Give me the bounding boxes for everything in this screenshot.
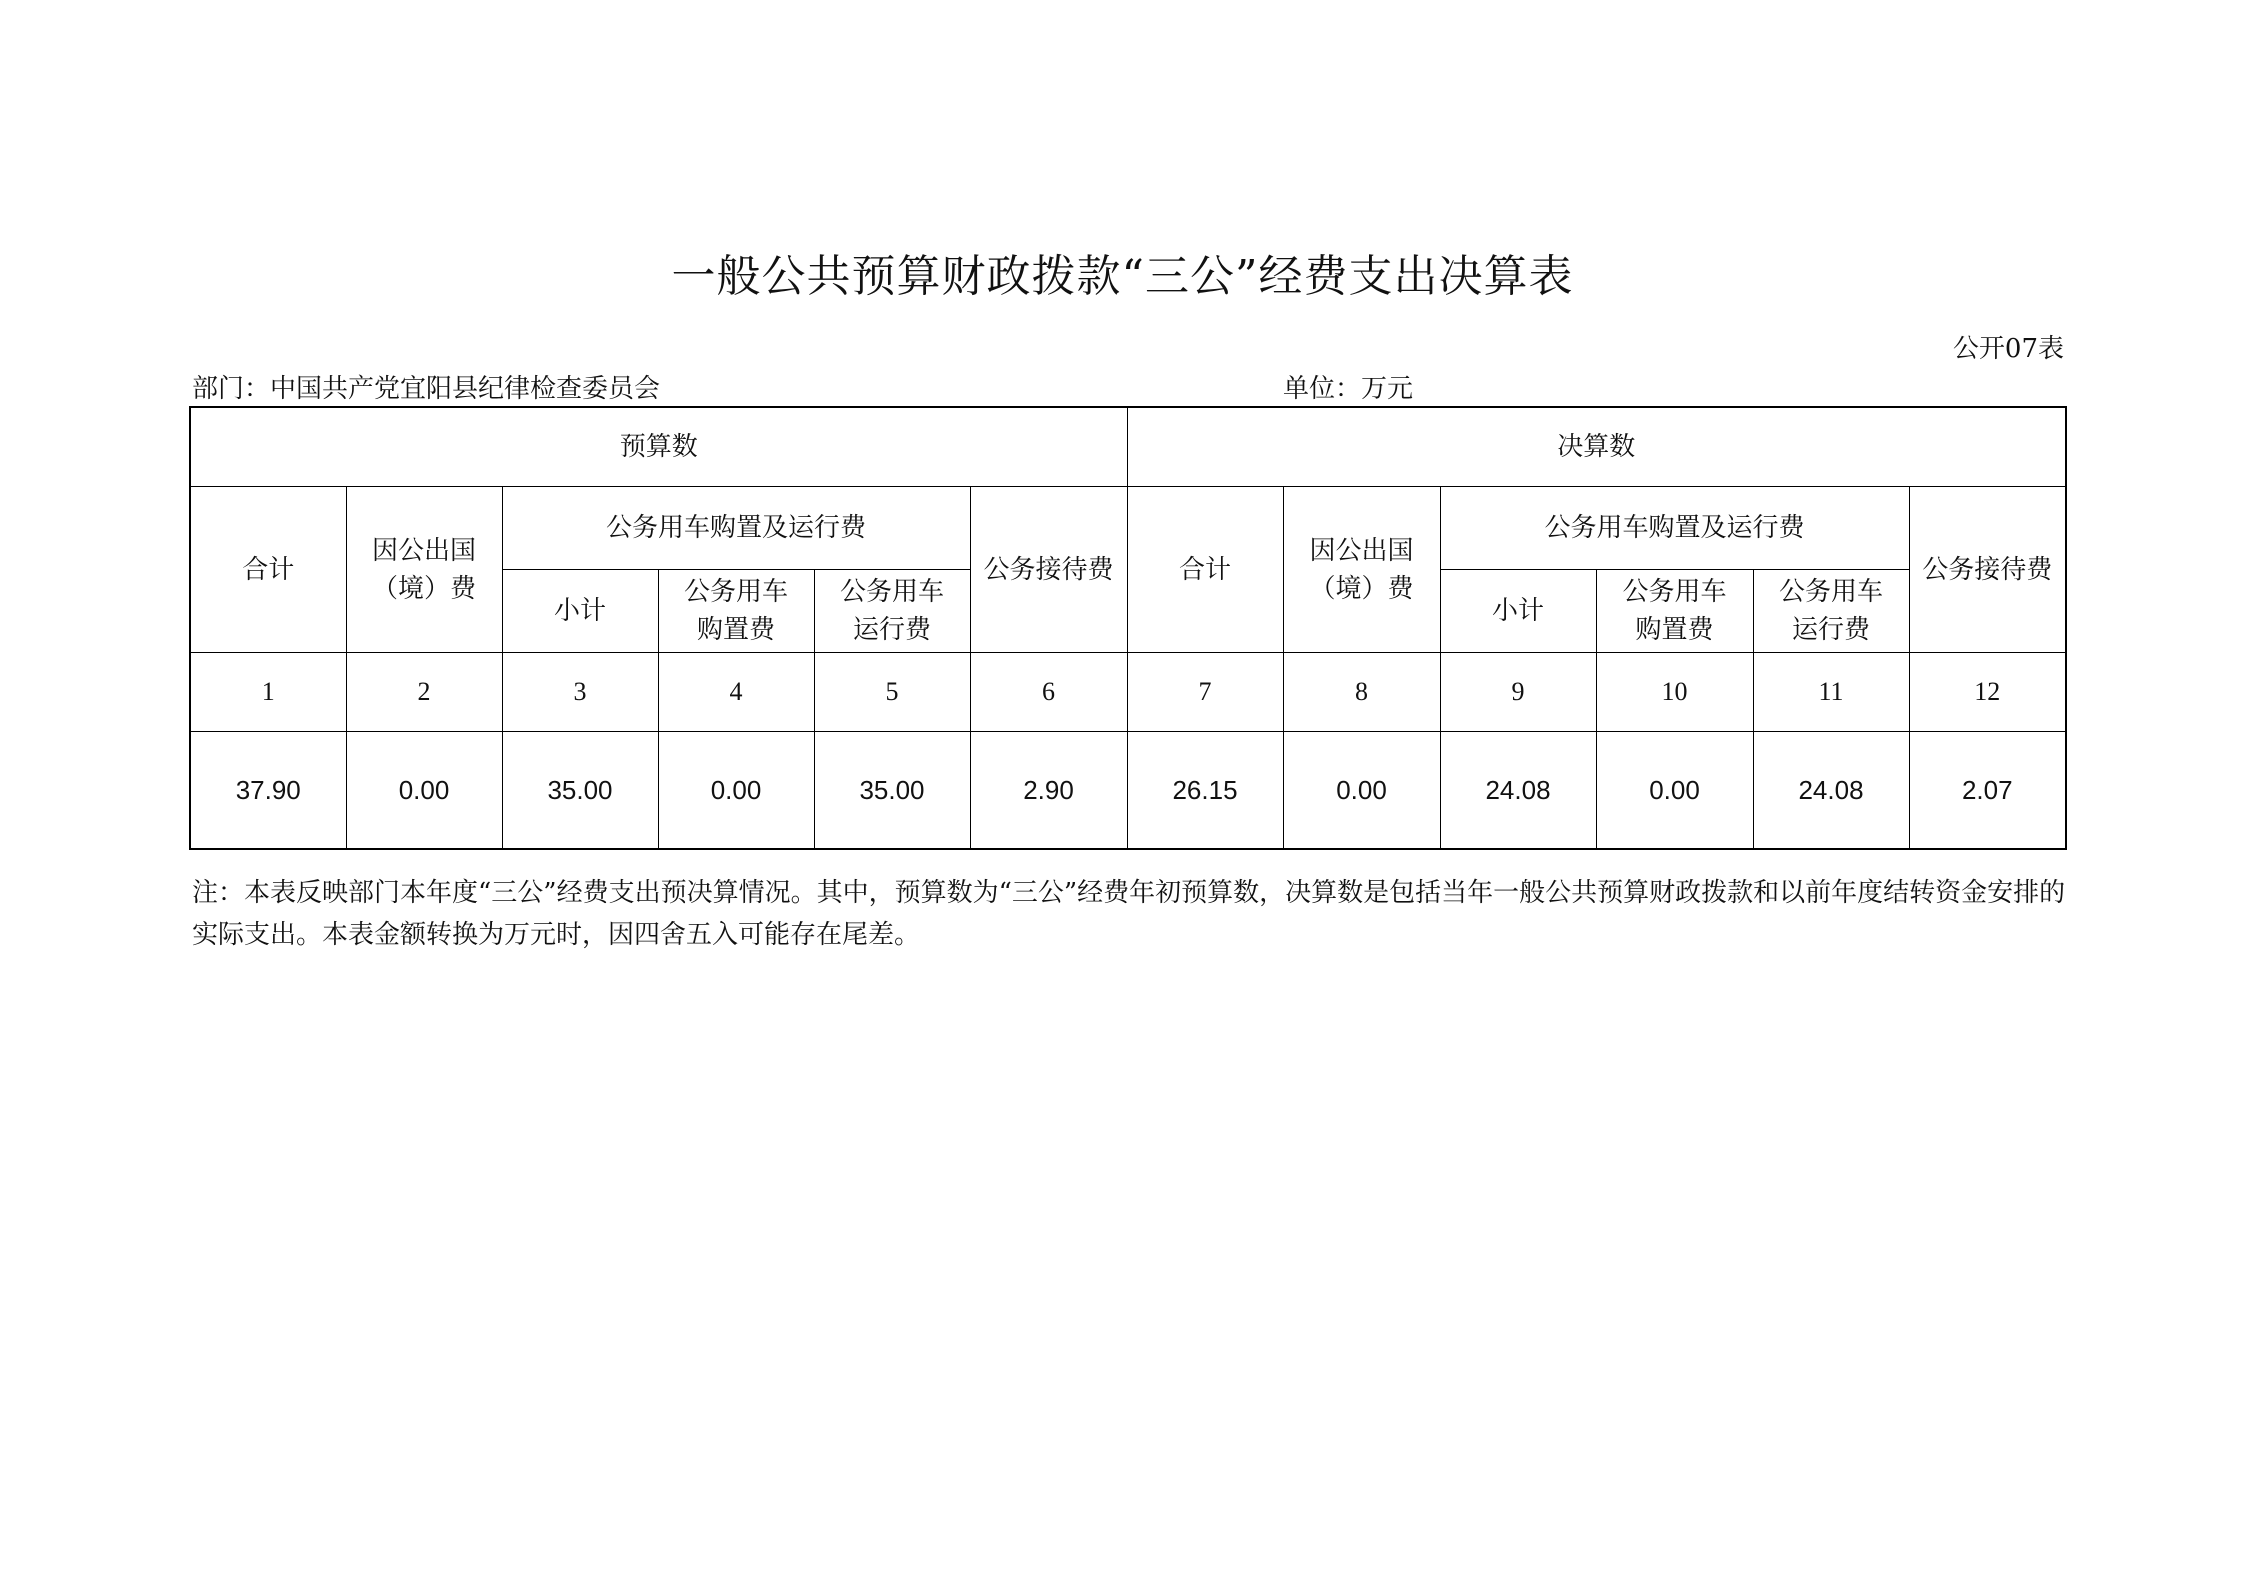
sub-header-row-1 [190,487,2066,570]
department-label: 部门：中国共产党宜阳县纪律检查委员会 [192,374,661,404]
budget-vehicle-operation-header: 公务用车 运行费 [814,570,970,653]
index-row [190,653,2066,732]
value-cell: 24.08 [1440,732,1596,850]
index-cell: 6 [970,653,1127,732]
value-cell: 35.00 [502,732,658,850]
footnote: 注：本表反映部门本年度“三公”经费支出预决算情况。其中，预算数为“三公”经费年初预算数，决算数是包括当年一般公共预算财政拨款和以前年度结转资金安排的实际支出。本表金额转换为万元时，因四舍五入可能存在尾差。 [192,878,2066,950]
final-vehicle-operation-header: 公务用车 运行费 [1753,570,1909,653]
budget-vehicle-purchase-header: 公务用车 购置费 [658,570,814,653]
form-code: 公开07表 [1952,334,2064,364]
index-cell: 7 [1127,653,1283,732]
final-reception-header: 公务接待费 [1909,487,2066,653]
value-cell: 24.08 [1753,732,1909,850]
index-cell: 8 [1283,653,1440,732]
budget-reception-header: 公务接待费 [970,487,1127,653]
value-cell: 0.00 [1283,732,1440,850]
index-cell: 4 [658,653,814,732]
index-cell: 10 [1596,653,1753,732]
page-title: 一般公共预算财政拨款“三公”经费支出决算表 [671,251,1574,302]
index-cell: 5 [814,653,970,732]
budget-total-header: 合计 [190,487,346,653]
final-abroad-header: 因公出国 （境）费 [1283,487,1440,653]
budget-vehicle-header: 公务用车购置及运行费 [502,487,970,570]
final-total-header: 合计 [1127,487,1283,653]
value-cell: 26.15 [1127,732,1283,850]
final-vehicle-subtotal-header: 小计 [1440,570,1596,653]
value-cell: 35.00 [814,732,970,850]
value-cell: 0.00 [1596,732,1753,850]
final-vehicle-header: 公务用车购置及运行费 [1440,487,1909,570]
value-row [190,732,2066,850]
value-cell: 37.90 [190,732,346,850]
value-cell: 2.90 [970,732,1127,850]
three-public-expenses-table [189,406,2067,850]
budget-group-header: 预算数 [190,407,1127,487]
index-cell: 11 [1753,653,1909,732]
budget-vehicle-subtotal-header: 小计 [502,570,658,653]
index-cell: 2 [346,653,502,732]
group-header-row [190,407,2066,487]
value-cell: 0.00 [658,732,814,850]
unit-label: 单位：万元 [1283,374,1414,404]
value-cell: 0.00 [346,732,502,850]
final-group-header: 决算数 [1127,407,2066,487]
value-cell: 2.07 [1909,732,2066,850]
budget-abroad-header: 因公出国 （境）费 [346,487,502,653]
index-cell: 3 [502,653,658,732]
final-vehicle-purchase-header: 公务用车 购置费 [1596,570,1753,653]
index-cell: 12 [1909,653,2066,732]
index-cell: 9 [1440,653,1596,732]
index-cell: 1 [190,653,346,732]
